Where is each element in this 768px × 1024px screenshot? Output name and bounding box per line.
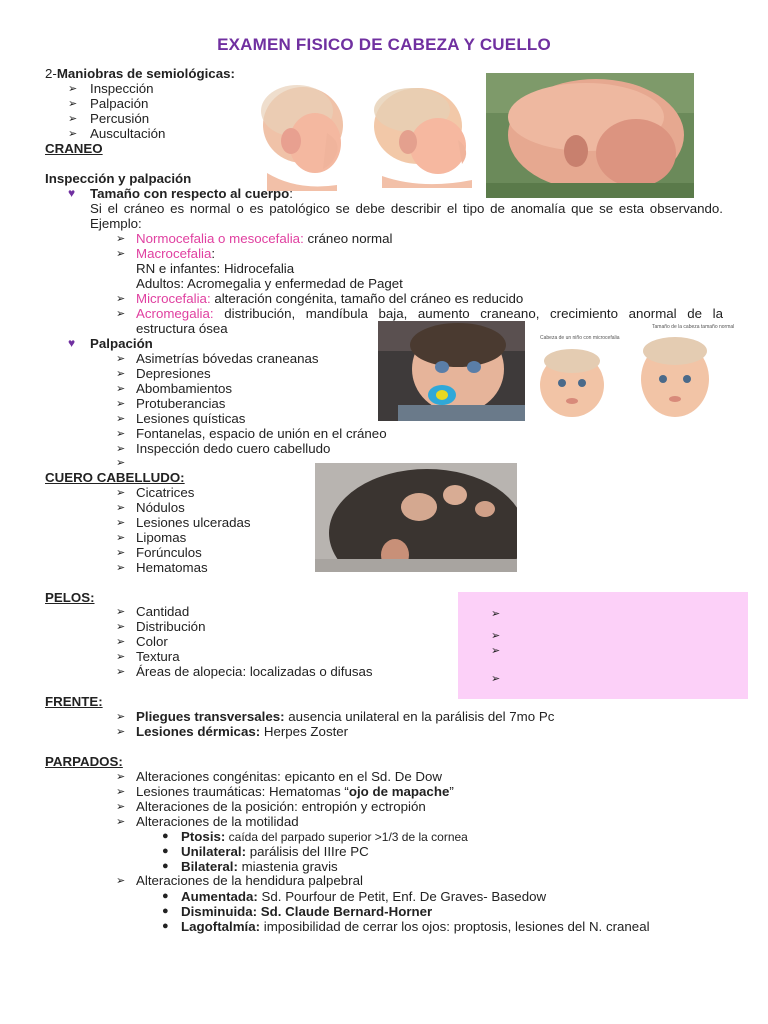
arrowhead-icon: ➢ [116,666,126,678]
heart-icon: ♥ [68,186,76,200]
bullet-icon: ● [162,890,169,902]
tamano-term: Tamaño con respecto al cuerpo [90,186,290,201]
arrowhead-icon: ➢ [116,308,126,320]
list-item: Inspección dedo cuero cabelludo [136,441,331,456]
macrocefalia-item [136,246,215,261]
bullet-icon: ● [162,905,169,917]
arrowhead-icon: ➢ [116,293,126,305]
arrowhead-icon: ➢ [68,128,78,140]
arrowhead-icon: ➢ [116,562,126,574]
arrowhead-icon: ➢ [491,608,501,620]
bullet-icon: ● [162,845,169,857]
list-item: Cicatrices [136,485,195,500]
list-item: Protuberancias [136,396,226,411]
macrocefalia-desc: : [211,246,216,261]
pliegues-desc: ausencia unilateral en la parálisis del 7mo Pc [284,709,555,724]
list-item: Abombamientos [136,381,233,396]
parpados-motilidad: Alteraciones de la motilidad [136,814,299,829]
pelos-heading: PELOS: [45,590,95,605]
baby-profile-image-2 [362,80,480,188]
microcefalia-comparison-image [530,321,735,421]
unilateral-desc: parálisis del IIIre PC [246,844,369,859]
arrowhead-icon: ➢ [491,673,501,685]
acromegalia-term: Acromegalia: [136,306,214,321]
list-item: Asimetrías bóvedas craneanas [136,351,319,366]
arrowhead-icon: ➢ [116,413,126,425]
page-title: EXAMEN FISICO DE CABEZA Y CUELLO [217,35,551,54]
arrowhead-icon: ➢ [116,502,126,514]
arrowhead-icon: ➢ [116,606,126,618]
bullet-icon: ● [162,920,169,932]
maniobras-number: 2- [45,66,57,81]
arrowhead-icon: ➢ [116,875,126,887]
baby-profile-image-1 [237,73,355,191]
cuero-heading: CUERO CABELLUDO: [45,470,185,485]
arrowhead-icon: ➢ [116,248,126,260]
aumentada-item [181,889,546,904]
lagoftalmia-term: Lagoftalmía: [181,919,261,934]
tamano-label [90,186,293,201]
pink-note-box [458,592,748,699]
arrowhead-icon: ➢ [116,457,126,469]
list-item: Fontanelas, espacio de unión en el cráneo [136,426,387,441]
maniobras-heading [45,66,235,81]
alopecia-scalp-photo [315,463,517,572]
arrowhead-icon: ➢ [68,98,78,110]
normocefalia-term: Normocefalia o mesocefalia: [136,231,304,246]
list-item: Palpación [90,96,149,111]
arrowhead-icon: ➢ [116,233,126,245]
list-item: Color [136,634,168,649]
arrowhead-icon: ➢ [116,368,126,380]
arrowhead-icon: ➢ [116,487,126,499]
list-item: Auscultación [90,126,166,141]
arrowhead-icon: ➢ [116,726,126,738]
arrowhead-icon: ➢ [491,630,501,642]
arrowhead-icon: ➢ [116,816,126,828]
bilateral-desc: miastenia gravis [237,859,338,874]
arrowhead-icon: ➢ [116,532,126,544]
arrowhead-icon: ➢ [116,636,126,648]
arrowhead-icon: ➢ [68,113,78,125]
list-item: Inspección [90,81,154,96]
arrowhead-icon: ➢ [116,428,126,440]
macrocefalia-line-2: Adultos: Acromegalia y enfermedad de Paget [136,276,403,291]
ptosis-item [181,829,468,845]
lagoftalmia-desc: imposibilidad de cerrar los ojos: proptosis, lesiones del N. craneal [260,919,650,934]
arrowhead-icon: ➢ [116,621,126,633]
traumaticas-pre: Lesiones traumáticas: Hematomas “ [136,784,349,799]
arrowhead-icon: ➢ [68,83,78,95]
list-item: Lesiones quísticas [136,411,246,426]
arrowhead-icon: ➢ [116,517,126,529]
arrowhead-icon: ➢ [491,645,501,657]
ptosis-term: Ptosis: [181,829,226,844]
unilateral-item [181,844,369,859]
list-item: Lipomas [136,530,187,545]
traumaticas-bold: ojo de mapache [348,784,450,799]
lagoftalmia-item [181,919,723,934]
list-item: Lesiones ulceradas [136,515,251,530]
bullet-icon: ● [162,860,169,872]
list-item: Distribución [136,619,206,634]
arrowhead-icon: ➢ [116,771,126,783]
parpados-congenitas: Alteraciones congénitas: epicanto en el Sd. De Dow [136,769,443,784]
arrowhead-icon: ➢ [116,547,126,559]
frente-item-pliegues [136,709,554,724]
list-item: Forúnculos [136,545,202,560]
list-item: Textura [136,649,180,664]
arrowhead-icon: ➢ [116,398,126,410]
aumentada-term: Aumentada: [181,889,258,904]
ptosis-desc: caída del parpado superior >1/3 de la cornea [225,830,468,844]
parpados-posicion: Alteraciones de la posición: entropión y ectropión [136,799,426,814]
microcefalia-caption: Cabeza de un niño con microcefalia [540,335,620,341]
list-item: Nódulos [136,500,185,515]
frente-heading: FRENTE: [45,694,103,709]
lesiones-term: Lesiones dérmicas: [136,724,261,739]
parpados-hendidura: Alteraciones de la hendidura palpebral [136,873,363,888]
arrowhead-icon: ➢ [116,651,126,663]
acromegalia-desc: distribución, mandíbula baja, aumento craneano, crecimiento anormal de la estructura ósea [136,306,723,336]
arrowhead-icon: ➢ [116,786,126,798]
baby-head-photo [486,73,694,198]
palpacion-label: Palpación [90,336,153,351]
parpados-traumaticas [136,784,454,799]
list-item: Percusión [90,111,150,126]
pliegues-term: Pliegues transversales: [136,709,285,724]
bilateral-term: Bilateral: [181,859,238,874]
bullet-icon: ● [162,830,169,842]
traumaticas-post: ” [449,784,454,799]
normocefalia-item [136,231,392,246]
baby-pacifier-photo [378,321,525,421]
microcefalia-term: Microcefalia: [136,291,211,306]
list-item: Cantidad [136,604,190,619]
arrowhead-icon: ➢ [116,353,126,365]
list-item: Áreas de alopecia: localizadas o difusas [136,664,373,679]
lesiones-desc: Herpes Zoster [260,724,349,739]
arrowhead-icon: ➢ [116,711,126,723]
macrocefalia-line-1: RN e infantes: Hidrocefalia [136,261,295,276]
list-item: Depresiones [136,366,211,381]
unilateral-term: Unilateral: [181,844,247,859]
craneo-subheading: Inspección y palpación [45,171,192,186]
arrowhead-icon: ➢ [116,443,126,455]
list-item: Hematomas [136,560,208,575]
disminuida-item: Disminuida: Sd. Claude Bernard-Horner [181,904,433,919]
maniobras-title: Maniobras de semiológicas: [56,66,235,81]
frente-item-lesiones [136,724,348,739]
heart-icon: ♥ [68,336,76,350]
tamano-description: Si el cráneo es normal o es patológico se debe describir el tipo de anomalía que se esta observando. Ejemplo: [90,201,723,231]
normal-caption: Tamaño de la cabeza tamaño normal [652,324,735,330]
normocefalia-desc: cráneo normal [303,231,393,246]
arrowhead-icon: ➢ [116,801,126,813]
microcefalia-desc: alteración congénita, tamaño del cráneo es reducido [210,291,524,306]
parpados-heading: PARPADOS: [45,754,123,769]
craneo-heading: CRANEO [45,141,103,156]
bilateral-item [181,859,338,874]
tamano-colon: : [289,186,293,201]
aumentada-desc: Sd. Pourfour de Petit, Enf. De Graves- Basedow [257,889,547,904]
macrocefalia-term: Macrocefalia [136,246,212,261]
microcefalia-item [136,291,523,306]
arrowhead-icon: ➢ [116,383,126,395]
